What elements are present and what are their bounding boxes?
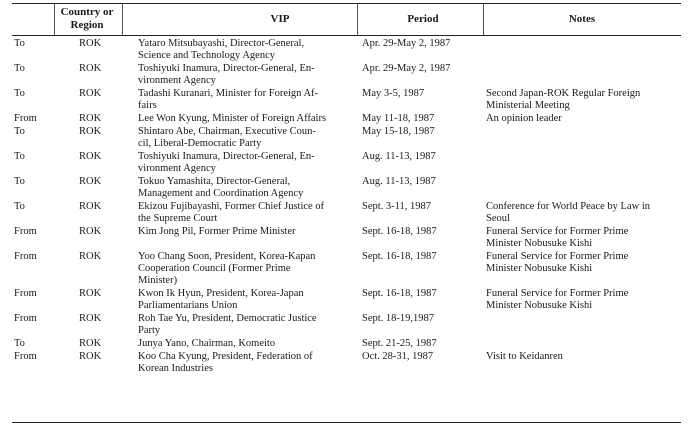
notes-cell [486, 226, 678, 250]
header-divider [54, 4, 55, 35]
vip-cell [138, 313, 346, 337]
country-cell: ROK [79, 338, 102, 349]
header-period: Period [407, 13, 439, 25]
period-cell: Apr. 29-May 2, 1987 [362, 63, 451, 74]
vip-cell [138, 151, 346, 175]
country-cell: ROK [79, 313, 102, 324]
period-cell: May 11-18, 1987 [362, 113, 435, 124]
notes-line: Minister Nobusuke Kishi [486, 238, 593, 249]
vip-line: Tadashi Kuranari, Minister for Foreign Af- [138, 88, 319, 99]
vip-line: Tokuo Yamashita, Director-General, [138, 176, 291, 187]
vip-line: vironment Agency [138, 75, 216, 86]
country-cell: ROK [79, 176, 102, 187]
vip-line: vironment Agency [138, 163, 216, 174]
header-country-line: Region [70, 19, 104, 31]
table-row [12, 251, 681, 288]
notes-line: Funeral Service for Former Prime [486, 226, 629, 237]
vip-visits-table [12, 3, 681, 423]
notes-line: Conference for World Peace by Law in [486, 201, 650, 212]
vip-line: Ekizou Fujibayashi, Former Chief Justice of [138, 201, 325, 212]
header-divider [483, 4, 484, 35]
period-cell: Oct. 28-31, 1987 [362, 351, 434, 362]
vip-line: Kim Jong Pil, Former Prime Minister [138, 226, 296, 237]
period-cell: Sept. 16-18, 1987 [362, 288, 437, 299]
vip-line: Minister) [138, 275, 178, 286]
direction-cell: From [14, 288, 37, 299]
vip-cell [138, 351, 346, 375]
vip-cell [138, 251, 346, 287]
vip-line: Yataro Mitsubayashi, Director-General, [138, 38, 305, 49]
direction-cell: From [14, 113, 37, 124]
table-row [12, 288, 681, 313]
notes-cell [486, 201, 678, 225]
table-row [12, 226, 681, 251]
header-divider [122, 4, 123, 35]
table-row [12, 201, 681, 226]
country-cell: ROK [79, 288, 102, 299]
notes-line: Second Japan-ROK Regular Foreign [486, 88, 641, 99]
period-cell: Sept. 3-11, 1987 [362, 201, 432, 212]
table-row [12, 176, 681, 201]
header-divider [357, 4, 358, 35]
notes-line: Minister Nobusuke Kishi [486, 300, 593, 311]
country-cell: ROK [79, 88, 102, 99]
vip-line: fairs [138, 100, 157, 111]
country-cell: ROK [79, 113, 102, 124]
direction-cell: To [14, 176, 25, 187]
vip-line: Junya Yano, Chairman, Komeito [138, 338, 276, 349]
direction-cell: To [14, 126, 25, 137]
vip-cell [138, 113, 346, 125]
vip-line: Lee Won Kyung, Minister of Foreign Affairs [138, 113, 327, 124]
table-body [12, 38, 681, 376]
notes-cell [486, 88, 678, 112]
country-cell: ROK [79, 351, 102, 362]
period-cell: Aug. 11-13, 1987 [362, 151, 436, 162]
country-cell: ROK [79, 63, 102, 74]
vip-line: Shintaro Abe, Chairman, Executive Coun- [138, 126, 316, 137]
country-cell: ROK [79, 151, 102, 162]
notes-line: Ministerial Meeting [486, 100, 570, 111]
notes-cell [486, 288, 678, 312]
vip-line: Management and Coordination Agency [138, 188, 304, 199]
direction-cell: To [14, 63, 25, 74]
notes-cell [486, 351, 678, 363]
vip-line: Science and Technology Agency [138, 50, 275, 61]
notes-line: An opinion leader [486, 113, 562, 124]
table-row [12, 338, 681, 351]
vip-cell [138, 201, 346, 225]
vip-line: Party [138, 325, 161, 336]
direction-cell: To [14, 88, 25, 99]
vip-line: Koo Cha Kyung, President, Federation of [138, 351, 313, 362]
table-row [12, 313, 681, 338]
direction-cell: From [14, 351, 37, 362]
vip-cell [138, 126, 346, 150]
vip-line: the Supreme Court [138, 213, 218, 224]
vip-cell [138, 226, 346, 238]
vip-cell [138, 88, 346, 112]
direction-cell: From [14, 226, 37, 237]
direction-cell: From [14, 313, 37, 324]
vip-line: cil, Liberal-Democratic Party [138, 138, 262, 149]
period-cell: Sept. 16-18, 1987 [362, 251, 437, 262]
vip-line: Kwon Ik Hyun, President, Korea-Japan [138, 288, 304, 299]
vip-line: Cooperation Council (Former Prime [138, 263, 291, 274]
header-vip: VIP [270, 13, 290, 25]
vip-cell [138, 176, 346, 200]
table-row [12, 151, 681, 176]
vip-line: Yoo Chang Soon, President, Korea-Kapan [138, 251, 316, 262]
direction-cell: To [14, 201, 25, 212]
period-cell: Sept. 21-25, 1987 [362, 338, 437, 349]
country-cell: ROK [79, 126, 102, 137]
notes-cell [486, 113, 678, 125]
period-cell: May 3-5, 1987 [362, 88, 425, 99]
header-country [57, 6, 117, 32]
direction-cell: To [14, 38, 25, 49]
vip-line: Parliamentarians Union [138, 300, 238, 311]
vip-cell [138, 63, 346, 87]
header-notes: Notes [568, 13, 596, 25]
vip-line: Toshiyuki Inamura, Director-General, En- [138, 63, 315, 74]
period-cell: Sept. 16-18, 1987 [362, 226, 437, 237]
table-row [12, 38, 681, 63]
vip-cell [138, 338, 346, 350]
table-row [12, 126, 681, 151]
country-cell: ROK [79, 38, 102, 49]
table-row [12, 113, 681, 126]
vip-line: Korean Industries [138, 363, 213, 374]
vip-cell [138, 38, 346, 62]
notes-line: Minister Nobusuke Kishi [486, 263, 593, 274]
period-cell: Aug. 11-13, 1987 [362, 176, 436, 187]
period-cell: Apr. 29-May 2, 1987 [362, 38, 451, 49]
notes-line: Seoul [486, 213, 510, 224]
direction-cell: To [14, 151, 25, 162]
notes-line: Funeral Service for Former Prime [486, 251, 629, 262]
vip-line: Toshiyuki Inamura, Director-General, En- [138, 151, 315, 162]
table-row [12, 88, 681, 113]
header-country-line: Country or [60, 6, 114, 18]
vip-line: Roh Tae Yu, President, Democratic Justice [138, 313, 317, 324]
notes-line: Visit to Keidanren [486, 351, 563, 362]
notes-cell [486, 251, 678, 275]
notes-line: Funeral Service for Former Prime [486, 288, 629, 299]
country-cell: ROK [79, 226, 102, 237]
country-cell: ROK [79, 201, 102, 212]
table-row [12, 351, 681, 376]
table-header [12, 4, 681, 36]
country-cell: ROK [79, 251, 102, 262]
period-cell: May 15-18, 1987 [362, 126, 435, 137]
period-cell: Sept. 18-19,1987 [362, 313, 435, 324]
direction-cell: To [14, 338, 25, 349]
vip-cell [138, 288, 346, 312]
direction-cell: From [14, 251, 37, 262]
table-row [12, 63, 681, 88]
